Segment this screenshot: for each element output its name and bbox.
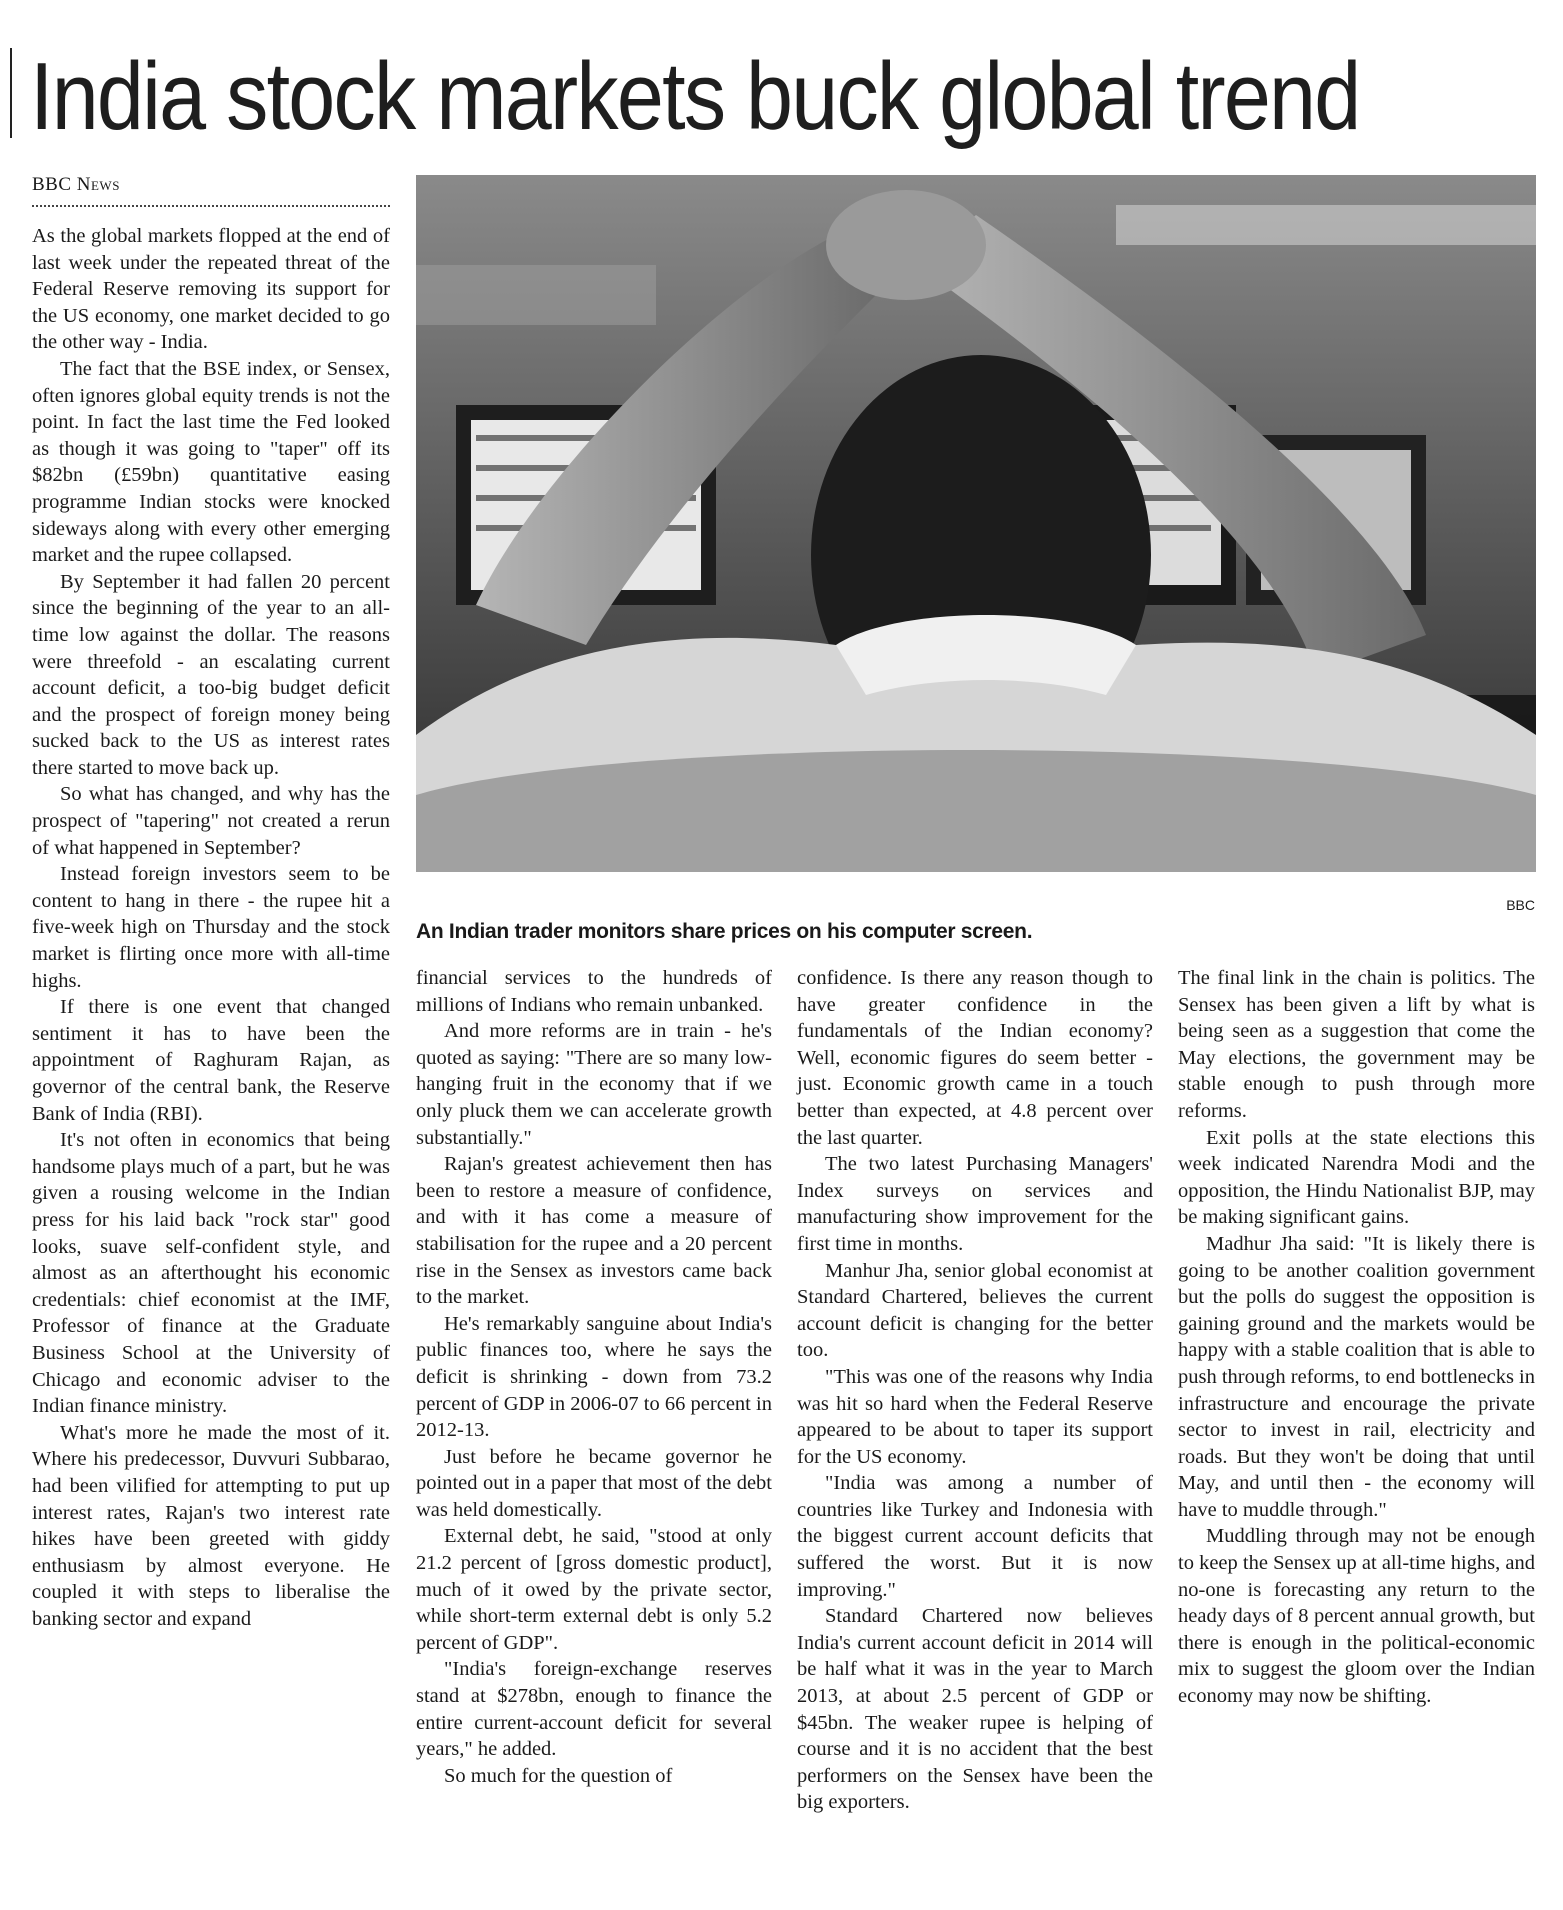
- paragraph: He's remarkably sanguine about India's public finances too, where he says the deficit is shrinking - down from 73.2 percent of GDP in 2006-07 to 66 percent in 2012-13.: [416, 1312, 772, 1442]
- paragraph: The two latest Purchasing Managers' Index surveys on services and manufacturing show improvement for the first time in months.: [797, 1153, 1153, 1255]
- paragraph: As the global markets flopped at the end of last week under the repeated threat of the Federal Reserve removing its support for the US economy, one market decided to go the other way - India.: [32, 225, 390, 354]
- trader-photo: [416, 175, 1536, 872]
- paragraph: The fact that the BSE index, or Sensex, often ignores global equity trends is not the point. In fact the last time the Fed looked as though it was going to "taper" off its $82bn (£59bn) quantitative easing programme Indian stocks were knocked sideways along with every other emerging market and the rupee collapsed.: [32, 357, 390, 567]
- byline: BBC News: [32, 174, 120, 195]
- paragraph: Exit polls at the state elections this week indicated Narendra Modi and the opposition, the Hindu Nationalist BJP, may be making significant gains.: [1178, 1126, 1535, 1229]
- paragraph: confidence. Is there any reason though to have greater confidence in the fundamentals of the Indian economy? Well, economic figures do seem better - just. Economic growth came in a touch better than expected, at 4.8 percent over the last quarter.: [797, 967, 1153, 1149]
- paragraph: And more reforms are in train - he's quoted as saying: "There are so many low-hanging fruit in the economy that if we only pluck them we can accelerate growth substantially.": [416, 1020, 772, 1149]
- photo-caption: An Indian trader monitors share prices on his computer screen.: [416, 920, 1033, 943]
- left-rule: [10, 48, 12, 138]
- paragraph: The final link in the chain is politics. The Sensex has been given a lift by what is being seen as a suggestion that come the May elections, the government may be stable enough to push through more reforms.: [1178, 967, 1535, 1122]
- article-column-2: [416, 965, 772, 1905]
- trader-photo-illustration: [416, 175, 1536, 872]
- paragraph: Rajan's greatest achievement then has been to restore a measure of confidence, and with it has come a measure of stabilisation for the rupee and a 20 percent rise in the Sensex as investors came back to the market.: [416, 1153, 772, 1309]
- paragraph: So much for the question of: [444, 1764, 673, 1787]
- paragraph: Instead foreign investors seem to be content to hang in there - the rupee hit a five-week high on Thursday and the stock market is flirting once more with all-time highs.: [32, 863, 390, 992]
- paragraph: Manhur Jha, senior global economist at Standard Chartered, believes the current account deficit is changing for the better too.: [797, 1259, 1153, 1362]
- paragraph: If there is one event that changed sentiment it has to have been the appointment of Raghuram Rajan, as governor of the central bank, the Reserve Bank of India (RBI).: [32, 996, 390, 1125]
- paragraph: "India's foreign-exchange reserves stand at $278bn, enough to finance the entire current-account deficit for several years," he added.: [416, 1658, 772, 1761]
- paragraph: Standard Chartered now believes India's current account deficit in 2014 will be half what it was in the year to March 2013, at about 2.5 percent of GDP or $45bn. The weaker rupee is helping of course and it is no accident that the best performers on the Sensex have been the big exporters.: [797, 1605, 1153, 1814]
- paragraph: What's more he made the most of it. Where his predecessor, Duvvuri Subbarao, had been vilified for attempting to put up interest rates, Rajan's two interest rate hikes have been greeted with giddy enthusiasm by almost everyone. He coupled it with steps to liberalise the banking sector and expand: [32, 1421, 390, 1630]
- paragraph: External debt, he said, "stood at only 21.2 percent of [gross domestic product], much of it owed by the private sector, while short-term external debt is only 5.2 percent of GDP".: [416, 1525, 772, 1654]
- paragraph: It's not often in economics that being handsome plays much of a part, but he was given a rousing welcome in the Indian press for his laid back "rock star" good looks, suave self-confident style, and almost as an afterthought his economic credentials: chief economist at the IMF, Professor of finance at the Graduate Business School at the University of Chicago and economic adviser to the Indian finance ministry.: [32, 1129, 390, 1418]
- photo-credit: BBC: [1506, 897, 1535, 913]
- headline: India stock markets buck global trend: [30, 43, 1360, 150]
- article-column-4: [1178, 965, 1535, 1905]
- paragraph: Just before he became governor he pointed out in a paper that most of the debt was held domestically.: [416, 1445, 772, 1521]
- article-column-3: [797, 965, 1153, 1905]
- paragraph: financial services to the hundreds of millions of Indians who remain unbanked.: [416, 967, 772, 1016]
- paragraph: Muddling through may not be enough to keep the Sensex up at all-time highs, and no-one is forecasting any return to the heady days of 8 percent annual growth, but there is enough in the political-economic mix to suggest the gloom over the Indian economy may now be shifting.: [1178, 1525, 1535, 1708]
- paragraph: By September it had fallen 20 percent since the beginning of the year to an all-time low against the dollar. The reasons were threefold - an escalating current account deficit, a too-big budget deficit and the prospect of foreign money being sucked back to the US as interest rates there started to move back up.: [32, 570, 390, 779]
- article-column-1: [32, 223, 390, 1903]
- paragraph: So what has changed, and why has the prospect of "tapering" not created a rerun of what happened in September?: [32, 783, 390, 859]
- paragraph: "This was one of the reasons why India was hit so hard when the Federal Reserve appeared to be about to taper its support for the US economy.: [797, 1365, 1153, 1468]
- paragraph: "India was among a number of countries like Turkey and Indonesia with the biggest current account deficits that suffered the worst. But it is now improving.": [797, 1472, 1153, 1601]
- paragraph: Madhur Jha said: "It is likely there is going to be another coalition government but the polls do suggest the opposition is gaining ground and the markets would be happy with a stable coalition that is able to push through reforms, to end bottlenecks in infrastructure and encourage the private sector to invest in rail, electricity and roads. But they won't be doing that until May, and until then - the economy will have to muddle through.": [1178, 1232, 1535, 1521]
- byline-divider: [32, 205, 390, 207]
